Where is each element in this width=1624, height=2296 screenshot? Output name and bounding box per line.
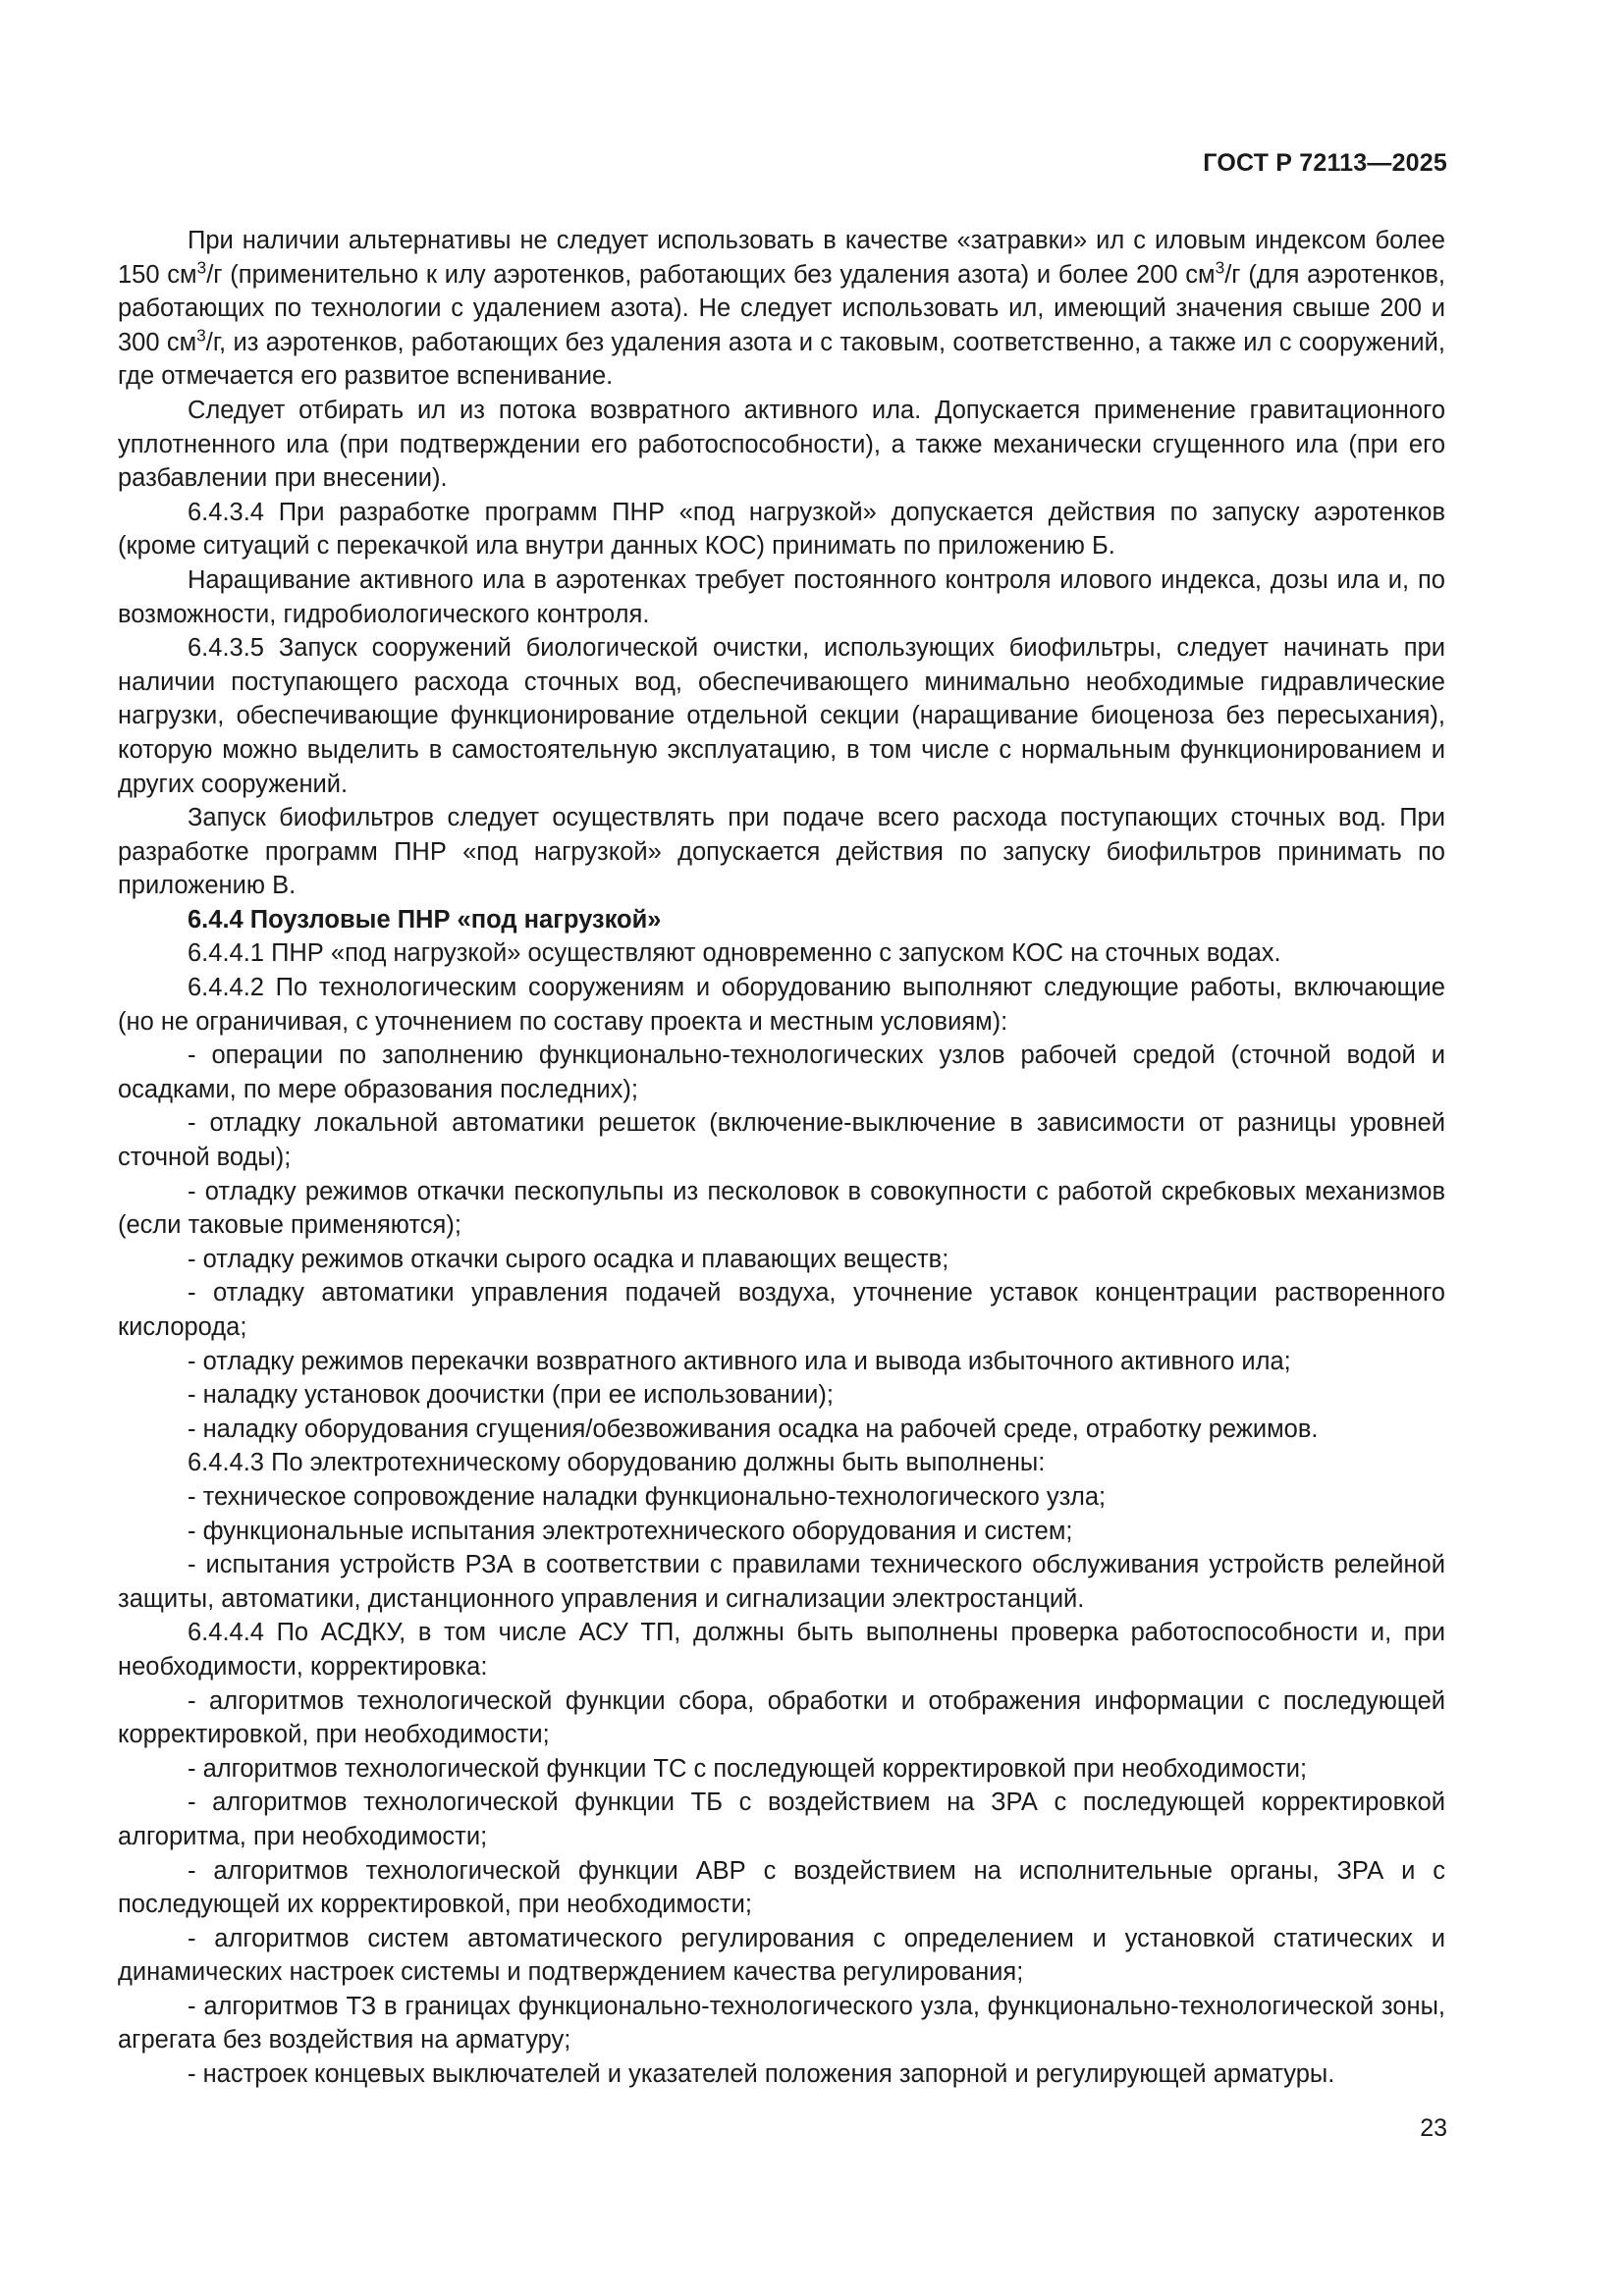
list-item: - операции по заполнению функционально-технологических узлов рабочей средой (сточной водой и осадками, по мере образования последних); [118,1041,1445,1103]
superscript-cubed: 3 [196,257,207,278]
list-item: - отладку режимов откачки пескопульпы из песколовок в совокупности с работой скребковых механизмов (если таковые применяются); [118,1177,1445,1240]
clause-6-4-4-3: 6.4.4.3 По электротехническому оборудованию должны быть выполнены: [188,1449,1046,1477]
list-item: - настроек концевых выключателей и указателей положения запорной и регулирующей арматуры. [188,2060,1335,2089]
page-number: 23 [1420,2114,1447,2142]
list-item: - алгоритмов технологической функции ТС с последующей корректировкой при необходимости; [188,1754,1308,1783]
superscript-cubed: 3 [1215,257,1225,278]
list-item: - алгоритмов технологической функции АВР с воздействием на исполнительные органы, ЗРА и с последующей их корректировкой, при необходимости; [118,1856,1445,1919]
list-item: - алгоритмов ТЗ в границах функционально-технологического узла, функционально-технологической зоны, агрегата без воздействия на арматуру; [118,1992,1445,2055]
paragraph-sludge-index [118,224,1445,394]
list-item: - отладку автоматики управления подачей воздуха, уточнение уставок концентрации растворенного кислорода; [118,1279,1445,1341]
paragraph-text: При наличии альтернативы не следует использовать в качестве «затравки» ил с иловым индексом более 150 см [118,227,1445,289]
list-item: - функциональные испытания электротехнического оборудования и систем; [188,1517,1073,1545]
section-heading-6-4-4: 6.4.4 Поузловые ПНР «под нагрузкой» [188,905,662,934]
clause-6-4-3-5: 6.4.3.5 Запуск сооружений биологической очистки, использующих биофильтры, следует начинать при наличии поступающего расхода сточных вод, обеспечивающего минимально необходимые гидравлические нагрузки, обеспечивающие функционирование отдельной секции (наращивание биоценоза без пересыхания), которую можно выделить в самостоятельную эксплуатацию, в том числе с нормальным функционированием и других сооружений. [118,634,1445,798]
list-item: - отладку режимов откачки сырого осадка и плавающих веществ; [188,1245,949,1273]
list-item: - алгоритмов технологической функции сбора, обработки и отображения информации с последующей корректировкой, при необходимости; [118,1686,1445,1749]
document-header-gost-id: ГОСТ Р 72113—2025 [1203,149,1447,177]
clause-6-4-4-4: 6.4.4.4 По АСДКУ, в том числе АСУ ТП, должны быть выполнены проверка работоспособности и, при необходимости, корректировка: [118,1619,1445,1681]
list-item: - алгоритмов технологической функции ТБ с воздействием на ЗРА с последующей корректировкой алгоритма, при необходимости; [118,1789,1445,1850]
clause-6-4-3-4: 6.4.3.4 При разработке программ ПНР «под нагрузкой» допускается действия по запуску аэротенков (кроме ситуаций с перекачкой ила внутри данных КОС) принимать по приложению Б. [118,498,1445,561]
paragraph-text: /г (применительно к илу аэротенков, работающих без удаления азота) и более 200 см [206,260,1216,289]
list-item: - испытания устройств РЗА в соответствии с правилами технического обслуживания устройств релейной защиты, автоматики, дистанционного управления и сигнализации электростанций. [118,1551,1445,1613]
paragraph-text: /г, из аэротенков, работающих без удаления азота и с таковым, соответственно, а также ил с сооружений, где отмечается его развитое вспенивание. [118,328,1445,391]
list-item: - алгоритмов систем автоматического регулирования с определением и установкой статических и динамических настроек системы и подтверждением качества регулирования; [118,1924,1445,1987]
list-item: - отладку локальной автоматики решеток (включение-выключение в зависимости от разницы уровней сточной воды); [118,1109,1445,1172]
list-item: - наладку установок доочистки (при ее использовании); [188,1381,834,1410]
paragraph-biofilter-launch: Запуск биофильтров следует осуществлять при подаче всего расхода поступающих сточных вод. При разработке программ ПНР «под нагрузкой» допускается действия по запуску биофильтров принимать по приложению В. [118,804,1445,900]
document-body [118,224,1445,2092]
clause-6-4-4-2: 6.4.4.2 По технологическим сооружениям и оборудованию выполняют следующие работы, включающие (но не ограничивая, с уточнением по составу проекта и местным условиям): [118,974,1445,1036]
paragraph-sludge-growth: Наращивание активного ила в аэротенках требует постоянного контроля илового индекса, дозы ила и, по возможности, гидробиологического контроля. [118,565,1445,628]
list-item: - наладку оборудования сгущения/обезвоживания осадка на рабочей среде, отработку режимов. [188,1415,1319,1443]
paragraph-return-sludge: Следует отбирать ил из потока возвратного активного ила. Допускается применение гравитационного уплотненного ила (при подтверждении его работоспособности), а также механически сгущенного ила (при его разбавлении при внесении). [118,396,1445,493]
paragraph-text: /г (для аэротенков, работающих по технологии с удалением азота). Не следует использовать ил, имеющий значения свыше 200 и 300 см [118,260,1445,356]
superscript-cubed: 3 [196,325,206,346]
list-item: - техническое сопровождение наладки функционально-технологического узла; [188,1482,1107,1511]
list-item: - отладку режимов перекачки возвратного активного ила и вывода избыточного активного ила; [188,1347,1291,1375]
clause-6-4-4-1: 6.4.4.1 ПНР «под нагрузкой» осуществляют одновременно с запуском КОС на сточных водах. [188,939,1281,968]
